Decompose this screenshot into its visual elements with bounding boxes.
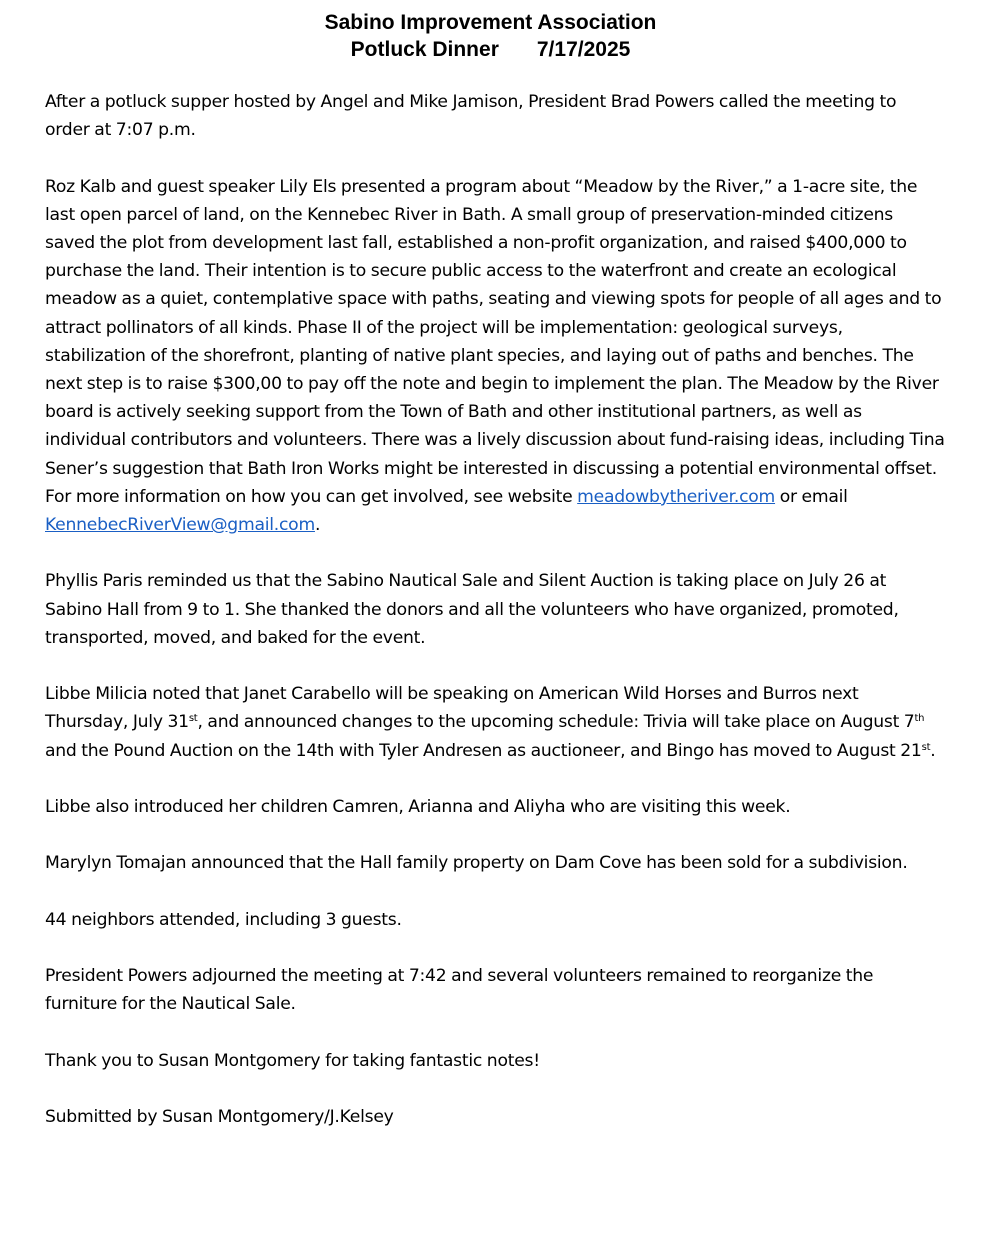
schedule-text-d: . xyxy=(930,740,936,761)
event-name: Potluck Dinner xyxy=(350,38,499,61)
schedule-text-c: and the Pound Auction on the 14th with Tyler Andresen as auctioneer, and Bingo has moved to August 21 xyxy=(45,740,922,761)
schedule-text-b: , and announced changes to the upcoming schedule: Trivia will take place on August 7 xyxy=(197,712,915,733)
paragraph-adjournment: President Powers adjourned the meeting at 7:42 and several volunteers remained to reorganize the furniture for the Nautical Sale. xyxy=(45,966,874,1015)
event-title-line xyxy=(0,36,986,63)
paragraph-schedule xyxy=(45,680,945,765)
paragraph-children-visit: Libbe also introduced her children Camren, Arianna and Aliyha who are visiting this week. xyxy=(45,797,791,818)
meadow-website-link[interactable]: meadowbytheriver.com xyxy=(577,486,776,507)
paragraph-nautical-sale: Phyllis Paris reminded us that the Sabino Nautical Sale and Silent Auction is taking place on July 26 at Sabino Hall from 9 to 1. She thanked the donors and all the volunteers who have organized, promoted, transported, moved, and baked for the event. xyxy=(45,571,899,648)
document-header xyxy=(0,0,986,63)
paragraph-submitted-by: Submitted by Susan Montgomery/J.Kelsey xyxy=(45,1107,394,1128)
paragraph-end-period: . xyxy=(314,515,321,536)
event-date: 7/17/2025 xyxy=(536,38,631,61)
ordinal-suffix: th xyxy=(914,713,925,725)
ordinal-suffix: st xyxy=(188,713,198,725)
minutes-body xyxy=(45,88,945,1160)
ordinal-suffix: st xyxy=(921,741,931,753)
paragraph-meadow-program xyxy=(45,173,945,540)
paragraph-call-to-order: After a potluck supper hosted by Angel and Mike Jamison, President Brad Powers called the meeting to order at 7:07 p.m. xyxy=(45,92,897,141)
contact-email-link[interactable]: KennebecRiverView@gmail.com xyxy=(45,515,315,536)
paragraph-property-sale: Marylyn Tomajan announced that the Hall family property on Dam Cove has been sold for a subdivision. xyxy=(45,853,908,874)
paragraph-attendance: 44 neighbors attended, including 3 guests. xyxy=(45,909,402,930)
meadow-program-text: Roz Kalb and guest speaker Lily Els presented a program about “Meadow by the River,” a 1-acre site, the last open parcel of land, on the Kennebec River in Bath. A small group of preservation-minded citizens saved the plot from development last fall, established a non-profit organization, and raised $400,000 to purchase the land. Their intention is to secure public access to the waterfront and create an ecological meadow as a quiet, contemplative space with paths, seating and viewing spots for people of all ages and to attract pollinators of all kinds. Phase II of the project will be implementation: geological surveys, stabilization of the shorefront, planting of native plant species, and laying out of paths and benches. The next step is to raise $300,00 to pay off the note and begin to implement the plan. The Meadow by the River board is actively seeking support from the Town of Bath and other institutional partners, as well as individual contributors and volunteers. There was a lively discussion about fund-raising ideas, including Tina Sener’s suggestion that Bath Iron Works might be interested in discussing a potential environmental offset. For more information on how you can get involved, see website xyxy=(45,176,945,507)
or-email-text: or email xyxy=(775,486,848,507)
organization-title: Sabino Improvement Association xyxy=(324,11,657,34)
paragraph-thanks: Thank you to Susan Montgomery for taking fantastic notes! xyxy=(45,1050,540,1071)
schedule-text-a: Libbe Milicia noted that Janet Carabello will be speaking on American Wild Horses and Burros next Thursday, July 31 xyxy=(45,684,859,733)
